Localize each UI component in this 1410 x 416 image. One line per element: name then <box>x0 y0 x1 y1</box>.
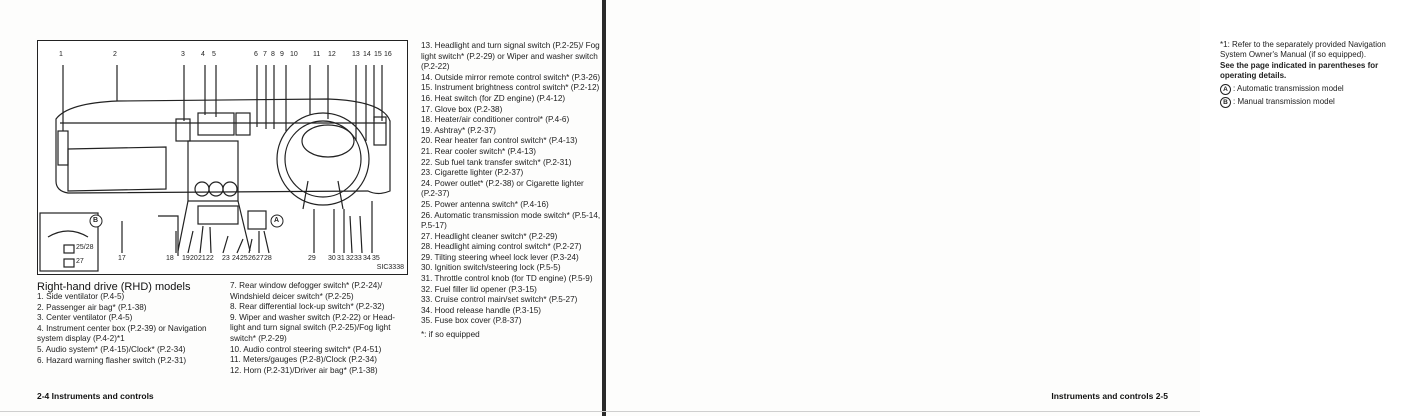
callout-15: 15 <box>374 51 382 58</box>
list-item: 21. Rear cooler switch* (P.4-13) <box>421 146 536 156</box>
callout-10: 10 <box>290 51 298 58</box>
list-item: 22. Sub fuel tank transfer switch* (P.2-31) <box>421 157 572 167</box>
item-list-col3 <box>421 41 601 341</box>
callout-26: 26 <box>248 255 256 262</box>
list-item: 20. Rear heater fan control switch* (P.4-13) <box>421 136 578 146</box>
list-item: 25. Power antenna switch* (P.4-16) <box>421 199 549 209</box>
footnote-star: *: if so equipped <box>421 330 480 340</box>
callout-7: 7 <box>263 51 267 58</box>
list-item: 2. Passenger air bag* (P.1-38) <box>37 302 147 312</box>
manual-model-text: : Manual transmission model <box>1233 97 1335 106</box>
list-item: 9. Wiper and washer switch (P.2-22) or Head-light and turn signal switch (P.2-25)/Fog light switch* (P.2-29) <box>230 312 396 343</box>
list-item: 29. Tilting steering wheel lock lever (P.3-24) <box>421 252 579 262</box>
callout-32: 32 <box>346 255 354 262</box>
section-heading: Right-hand drive (RHD) models <box>37 281 191 293</box>
dashboard-figure <box>37 40 408 275</box>
callout-4: 4 <box>201 51 205 58</box>
callout-24: 24 <box>232 255 240 262</box>
list-item: 6. Hazard warning flasher switch (P.2-31) <box>37 355 187 365</box>
list-item: 13. Headlight and turn signal switch (P.2-25)/ Fog light switch* (P.2-29) or Wiper and washer switch (P.2-22) <box>421 41 600 72</box>
callout-12: 12 <box>328 51 336 58</box>
callout-17: 17 <box>118 255 126 262</box>
list-item: 28. Headlight aiming control switch* (P.2-27) <box>421 242 582 252</box>
list-item: 4. Instrument center box (P.2-39) or Navigation system display (P.4-2)*1 <box>37 323 207 344</box>
callout-2: 2 <box>113 51 117 58</box>
callout-35: 35 <box>372 255 380 262</box>
list-item: 19. Ashtray* (P.2-37) <box>421 125 496 135</box>
callout-20: 20 <box>190 255 198 262</box>
item-list-col2 <box>230 281 410 376</box>
callout-29: 29 <box>308 255 316 262</box>
callout-6: 6 <box>254 51 258 58</box>
automatic-model-text: : Automatic transmission model <box>1233 84 1344 93</box>
item-list-col1 <box>37 292 217 366</box>
callout-5: 5 <box>212 51 216 58</box>
console-badge-a: A <box>274 217 280 224</box>
list-item: 32. Fuel filler lid opener (P.3-15) <box>421 284 537 294</box>
callout-9: 9 <box>280 51 284 58</box>
list-item: 23. Cigarette lighter (P.2-37) <box>421 168 524 178</box>
callout-11: 11 <box>313 51 321 58</box>
footer-right: Instruments and controls 2-5 <box>1051 391 1168 401</box>
callout-34: 34 <box>363 255 371 262</box>
list-item: 35. Fuse box cover (P.8-37) <box>421 316 522 326</box>
list-item: 5. Audio system* (P.4-15)/Clock* (P.2-34) <box>37 344 186 354</box>
callout-21: 21 <box>198 255 206 262</box>
list-item: 17. Glove box (P.2-38) <box>421 104 503 114</box>
figure-code: SIC3338 <box>376 264 404 271</box>
callout-16: 16 <box>384 51 392 58</box>
list-item: 3. Center ventilator (P.4-5) <box>37 313 133 323</box>
footer-left: 2-4 Instruments and controls <box>37 391 154 401</box>
automatic-model-note <box>1220 84 1410 95</box>
inset-label-25-28: 25/28 <box>76 244 94 251</box>
list-item: 8. Rear differential lock-up switch* (P.2-32) <box>230 302 385 312</box>
callout-27: 27 <box>256 255 264 262</box>
callout-8: 8 <box>271 51 275 58</box>
list-item: 26. Automatic transmission mode switch* (P.5-14, P.5-17) <box>421 210 601 231</box>
callout-1: 1 <box>59 51 63 58</box>
callout-25: 25 <box>240 255 248 262</box>
list-item: 11. Meters/gauges (P.2-8)/Clock (P.2-34) <box>230 355 377 365</box>
list-item: 14. Outside mirror remote control switch* (P.3-26) <box>421 72 601 82</box>
list-item: 33. Cruise control main/set switch* (P.5-27) <box>421 295 578 305</box>
list-item: 10. Audio control steering switch* (P.4-51) <box>230 344 382 354</box>
callout-18: 18 <box>166 255 174 262</box>
list-item: 12. Horn (P.2-31)/Driver air bag* (P.1-38) <box>230 365 378 375</box>
operating-details-note: See the page indicated in parentheses for operating details. <box>1220 61 1379 80</box>
list-item: 31. Throttle control knob (for TD engine) (P.5-9) <box>421 274 593 284</box>
callout-22: 22 <box>206 255 214 262</box>
callout-3: 3 <box>181 51 185 58</box>
b-badge: B <box>1220 97 1231 108</box>
left-page <box>0 0 604 416</box>
list-item: 24. Power outlet* (P.2-38) or Cigarette lighter (P.2-37) <box>421 178 584 199</box>
list-item: 27. Headlight cleaner switch* (P.2-29) <box>421 231 558 241</box>
list-item: 1. Side ventilator (P.4-5) <box>37 292 125 301</box>
callout-19: 19 <box>182 255 190 262</box>
a-badge: A <box>1220 84 1231 95</box>
callout-13: 13 <box>352 51 360 58</box>
list-item: 7. Rear window defogger switch* (P.2-24)/ Windshield deicer switch* (P.2-25) <box>230 281 383 301</box>
callout-31: 31 <box>337 255 345 262</box>
callout-23: 23 <box>222 255 230 262</box>
callout-14: 14 <box>363 51 371 58</box>
right-page <box>606 0 1386 416</box>
callout-33: 33 <box>354 255 362 262</box>
manual-model-note <box>1220 97 1410 108</box>
inset-label-27: 27 <box>76 258 84 265</box>
list-item: 15. Instrument brightness control switch* (P.2-12) <box>421 83 600 93</box>
list-item: 18. Heater/air conditioner control* (P.4-6) <box>421 115 570 125</box>
callout-28: 28 <box>264 255 272 262</box>
list-item: 34. Hood release handle (P.3-15) <box>421 305 542 315</box>
inset-badge-b: B <box>93 217 99 224</box>
navigation-note: *1: Refer to the separately provided Navigation System Owner's Manual (if so equipped). <box>1220 40 1386 59</box>
list-item: 30. Ignition switch/steering lock (P.5-5) <box>421 263 561 273</box>
bottom-rule <box>0 411 1200 412</box>
callout-30: 30 <box>328 255 336 262</box>
list-item: 16. Heat switch (for ZD engine) (P.4-12) <box>421 93 566 103</box>
dashboard-illustration <box>38 41 409 276</box>
